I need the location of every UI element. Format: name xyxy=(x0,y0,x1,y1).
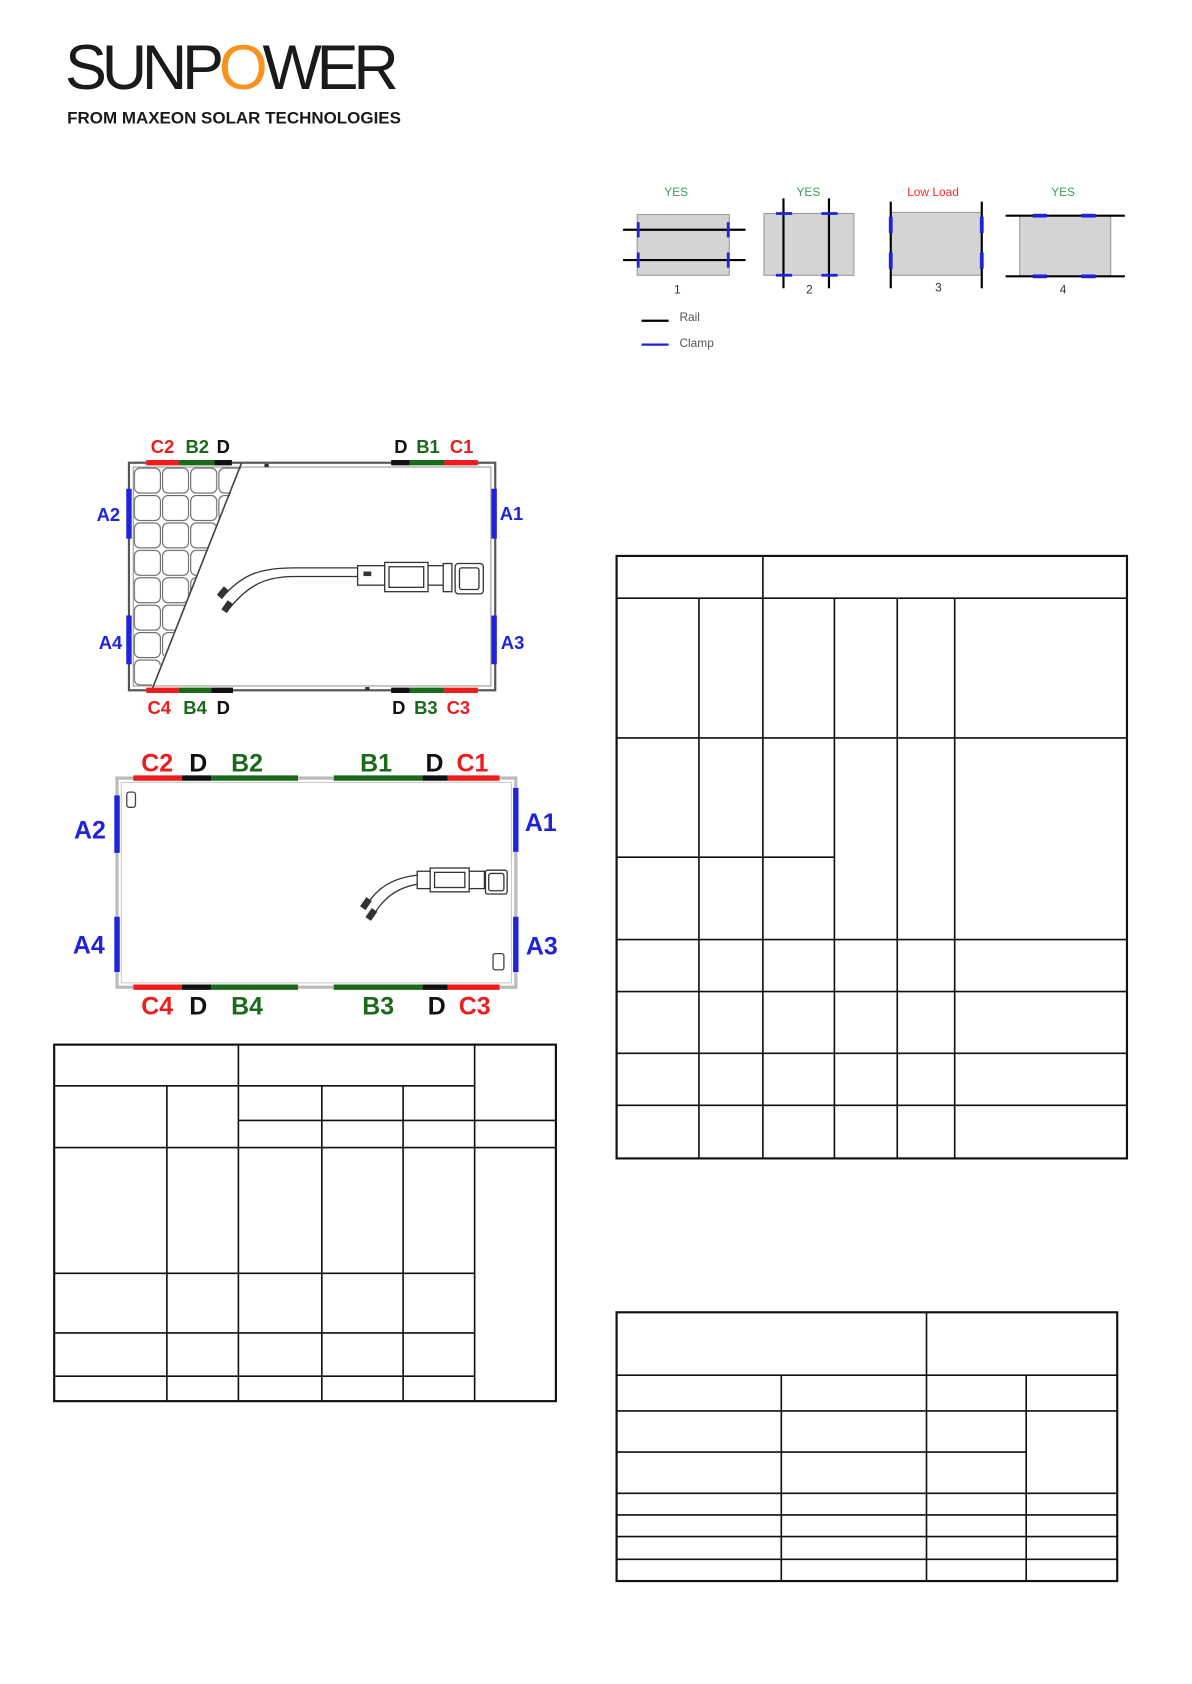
config-number: 2 xyxy=(806,282,813,297)
label-icon xyxy=(127,792,136,807)
zone-label: D xyxy=(427,992,446,1021)
zone-label: A4 xyxy=(98,632,123,654)
logo xyxy=(65,33,401,128)
legend xyxy=(642,310,715,350)
frame-marker xyxy=(365,687,369,690)
module-outline xyxy=(637,215,729,276)
module-outline xyxy=(1020,216,1111,277)
config-2 xyxy=(764,185,854,297)
zone-label: B4 xyxy=(231,992,263,1021)
panel-diagram-2 xyxy=(73,750,558,1021)
zone-label: C4 xyxy=(141,992,174,1021)
clamp-legend-label: Clamp xyxy=(679,335,714,350)
zone-label: C4 xyxy=(147,697,172,719)
zone-label: D xyxy=(189,749,208,778)
table-border xyxy=(617,1312,1118,1581)
frame-marker xyxy=(264,464,268,467)
zone-label: C1 xyxy=(449,435,474,457)
zone-label: A3 xyxy=(500,632,525,654)
config-verdict: YES xyxy=(796,185,821,200)
label-icon xyxy=(493,954,504,970)
zone-label: B3 xyxy=(362,992,395,1021)
config-4 xyxy=(1006,185,1125,297)
config-number: 3 xyxy=(935,280,942,295)
zone-label: D xyxy=(216,435,230,457)
zone-label: B4 xyxy=(183,697,207,719)
mounting-config-diagram xyxy=(623,185,1125,350)
zone-label: D xyxy=(392,697,406,719)
config-verdict: YES xyxy=(664,185,689,200)
zone-label: D xyxy=(394,435,408,457)
zone-label: C3 xyxy=(458,992,491,1021)
zone-label: C2 xyxy=(141,749,174,778)
zone-label: B1 xyxy=(416,435,440,457)
zone-label: B3 xyxy=(414,697,438,719)
zone-label: C3 xyxy=(446,697,471,719)
rail-legend-label: Rail xyxy=(679,309,700,324)
zone-label: A1 xyxy=(524,809,557,838)
zone-label: D xyxy=(189,992,208,1021)
zone-label: A4 xyxy=(72,931,105,960)
load-table-right xyxy=(617,556,1127,1159)
panel-diagram-1 xyxy=(97,436,525,718)
config-verdict: YES xyxy=(1051,185,1075,200)
config-number: 4 xyxy=(1059,282,1067,297)
spec-table-bottom xyxy=(617,1312,1118,1581)
load-table-left xyxy=(54,1045,556,1402)
zone-label: A2 xyxy=(74,816,106,845)
zone-label: A1 xyxy=(499,503,524,525)
zone-label: C1 xyxy=(456,749,489,778)
config-verdict: Low Load xyxy=(907,185,959,200)
config-3 xyxy=(891,185,982,294)
zone-label: C2 xyxy=(150,435,175,457)
logo-wordmark: SUNPOWER xyxy=(65,32,399,103)
zone-label: A2 xyxy=(96,504,121,526)
zone-label: A3 xyxy=(525,932,558,961)
zone-label: B2 xyxy=(185,435,209,457)
zone-label: B2 xyxy=(231,749,263,778)
zone-label: D xyxy=(216,697,230,719)
module-outline xyxy=(891,212,982,275)
zone-label: B1 xyxy=(360,749,392,778)
zone-label: D xyxy=(425,749,444,778)
module-outline xyxy=(764,213,854,275)
config-number: 1 xyxy=(673,282,681,297)
config-1 xyxy=(623,185,745,297)
logo-tagline: FROM MAXEON SOLAR TECHNOLOGIES xyxy=(67,109,402,128)
table-border xyxy=(54,1045,556,1402)
